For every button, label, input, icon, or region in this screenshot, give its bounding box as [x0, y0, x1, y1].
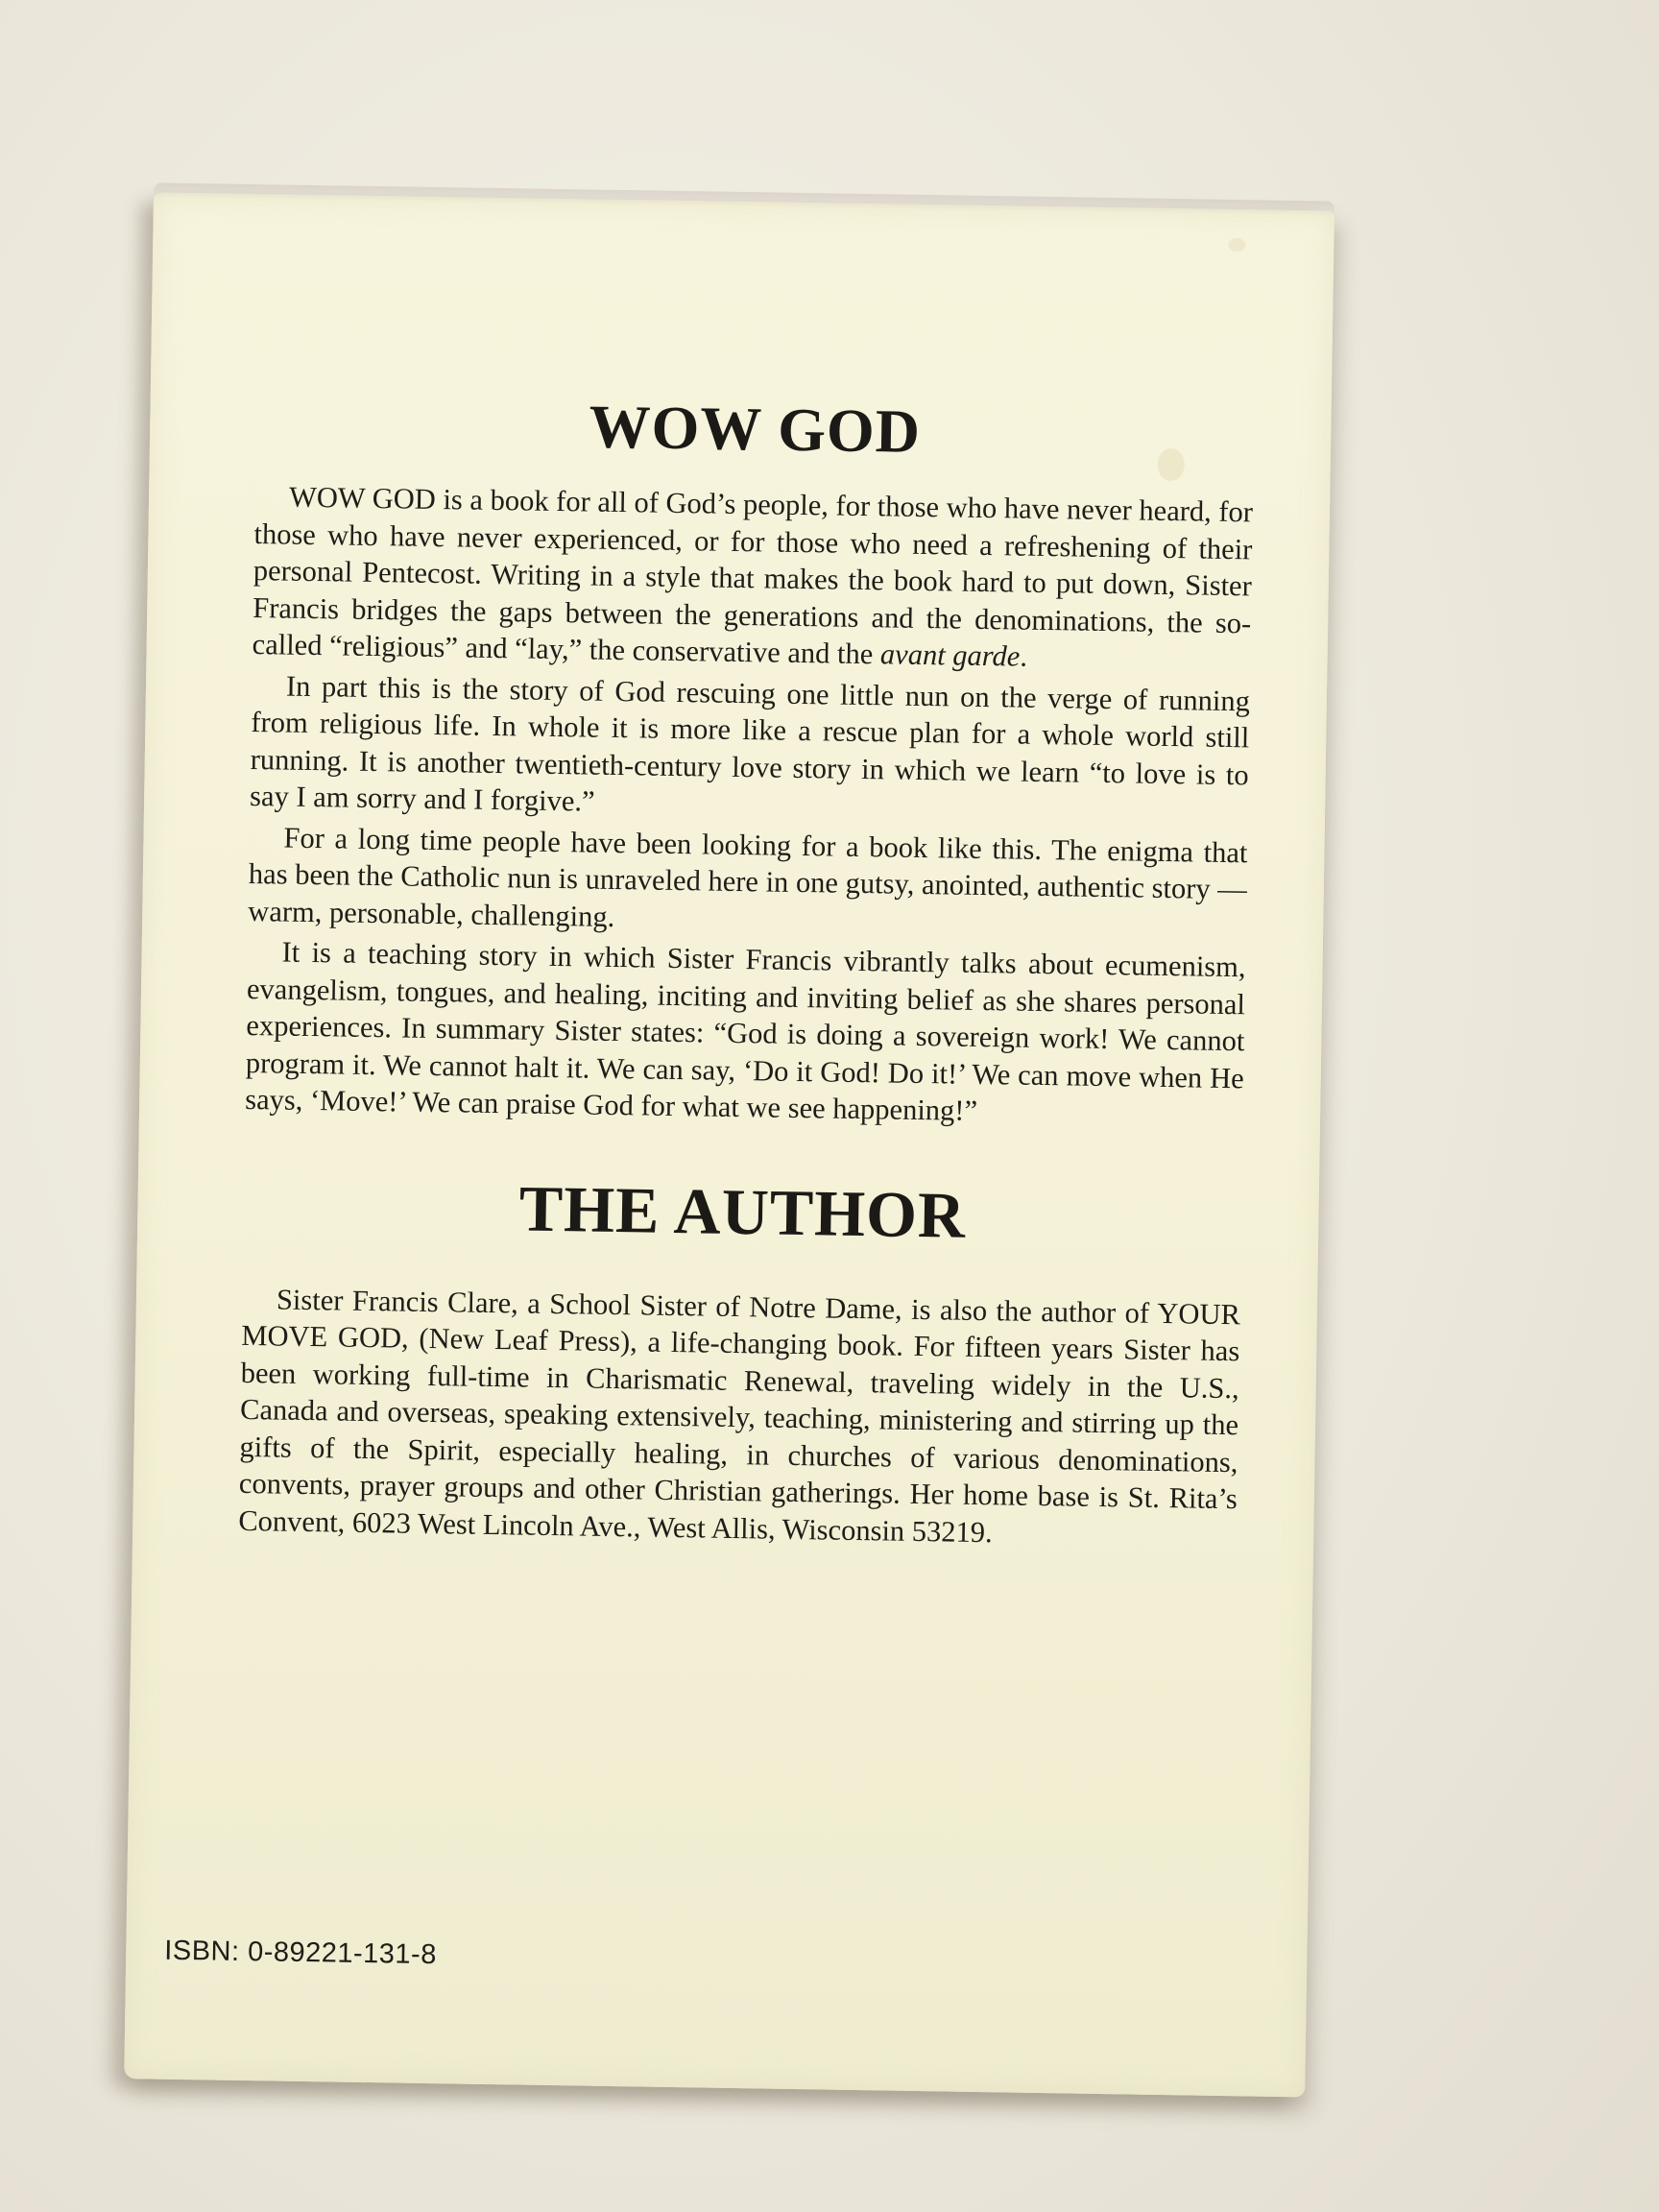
paragraph-text: In part this is the story of God rescuing one little nun on the verge of running from religious life. In whole it is more like a rescue plan for a whole world still running. It is another twentieth-century love story in which we learn “to love is to say I am sorry and I forgive.”	[249, 669, 1251, 818]
isbn-number: ISBN: 0-89221-131-8	[164, 1935, 438, 1971]
paragraph-italic-text: avant garde	[879, 637, 1021, 673]
cover-text-block	[238, 386, 1255, 1558]
cover-stain	[1228, 238, 1245, 252]
description-paragraph	[250, 667, 1250, 830]
description-paragraph	[248, 818, 1248, 945]
paragraph-text: For a long time people have been looking for a book like this. The enigma that has been the Catholic nun is unraveled here in one gutsy, anointed, authentic story — warm, personable, challenging.	[248, 821, 1248, 933]
book-title: WOW GOD	[589, 392, 922, 466]
author-heading: THE AUTHOR	[518, 1170, 967, 1252]
description-paragraph	[245, 933, 1246, 1134]
author-bio: Sister Francis Clare, a School Sister of Notre Dame, is also the author of YOUR MOVE GOD, (New Leaf Press), a life-changing book. For fifteen years Sister has been working full-time in Charismatic Renewal, traveling widely in the U.S., Canada and overseas, speaking extensively, teaching, ministering and stirring up the gifts of the Spirit, especially healing, in churches of various denominations, convents, prayer groups and other Christian gatherings. Her home base is St. Rita’s Convent, 6023 West Lincoln Ave., West Allis, Wisconsin 53219.	[238, 1282, 1241, 1549]
paragraph-text: .	[1020, 639, 1028, 673]
paragraph-text: It is a teaching story in which Sister Francis vibrantly talks about ecumenism, evangelism, tongues, and healing, inciting and inviting belief as she shares personal experiences. In summary Sister states: “God is doing a sovereign work! We cannot program it. We cannot halt it. We can say, ‘Do it God! Do it!’ We can move when He says, ‘Move!’ We can praise God for what we see happening!”	[244, 935, 1246, 1127]
description-paragraph	[252, 478, 1253, 679]
paragraph-text: WOW GOD is a book for all of God’s people, for those who have never heard, for those who have never experienced, or for those who need a refreshening of their personal Pentecost. Writing in a style that makes the book hard to put down, Sister Francis bridges the gaps between the generations and the denominations, the so-called “religious” and “lay,” the conservative and the	[252, 480, 1254, 671]
book-back-cover	[124, 192, 1334, 2097]
